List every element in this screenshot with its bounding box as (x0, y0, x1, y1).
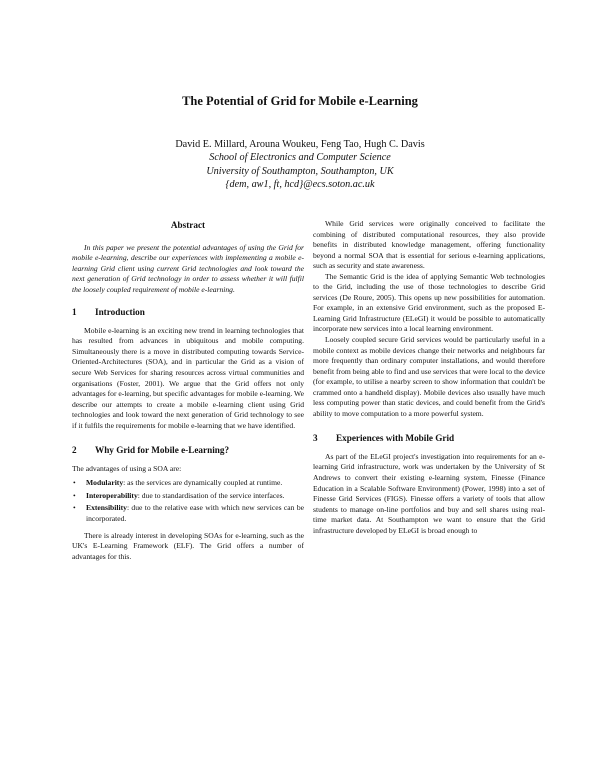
author-block (0, 138, 600, 192)
bullet-term: Interoperability (86, 490, 138, 500)
right-paragraph-1: While Grid services were originally conceived to facilitate the combining of distributed computational resources, they also provide benefits in distributed knowledge management, offering functionality beyond a normal SOA that is essential for serious e-learning applications, such as security and state awareness. (313, 219, 545, 271)
section-3-paragraph-1: As part of the ELeGI project's investigation into requirements for an e-learning Grid infrastructure, work was undertaken by the University of St Andrews to convert their existing e-learning system, Finesse (Finance Education in a Scalable Software Environment) (Power, 1998) into a set of Finesse Grid Services (FIGS). Finesse offers a variety of tools that allow students to manage on-line portfolios and buy and sell shares using real-time market data. At Southampton we want to ensure that the Grid infrastructure developed by ELeGI is broad enough to (313, 451, 545, 535)
list-item (72, 503, 304, 524)
section-number: 1 (72, 307, 77, 318)
right-paragraph-3: Loosely coupled secure Grid services would be particularly useful in a mobile context as mobile devices change their networks and neighbours far more frequently than ordinary computer installations, and would therefore benefit from being able to find and use services that were local to the device (for example, to utilise a nearby screen to show information that couldn't be crammed onto a handheld display). Mobile devices also usually have much less computing power than static devices, and could benefit from the Grid's ability to move computation to a more powerful system. (313, 335, 545, 418)
section-2-paragraph-2: There is already interest in developing SOAs for e-learning, such as the UK's E-Learning Framework (ELF). The Grid offers a number of advantages for this. (72, 530, 304, 561)
paper-title: The Potential of Grid for Mobile e-Learning (182, 94, 418, 108)
affiliation-university: University of Southampton, Southampton, UK (206, 165, 394, 177)
section-2-intro: The advantages of using a SOA are: (72, 463, 182, 473)
bullet-term: Extensibility (86, 503, 127, 513)
section-number: 2 (72, 445, 77, 456)
bullet-icon: • (73, 490, 76, 500)
abstract-heading: Abstract (170, 220, 206, 230)
abstract-text: In this paper we present the potential advantages of using the Grid for mobile e-learning, describe our experiences with implementing a mobile e-learning Grid client using current Grid technologies and look toward the next generation of Grid technology in order to assess whether it will fulfil the loosely coupled requirement of mobile e-learning. (72, 242, 304, 294)
list-item (72, 478, 304, 489)
right-column (313, 219, 545, 536)
section-title: Introduction (95, 307, 145, 318)
section-number: 3 (313, 433, 318, 444)
bullet-text: : due to the relative ease with which new services can be incorporated. (86, 503, 304, 524)
author-emails: {dem, aw1, ft, hcd}@ecs.soton.ac.uk (225, 179, 375, 191)
bullet-icon: • (73, 478, 76, 488)
section-title: Why Grid for Mobile e-Learning? (95, 445, 230, 456)
affiliation-school: School of Electronics and Computer Science (209, 152, 391, 164)
author-names: David E. Millard, Arouna Woukeu, Feng Tao, Hugh C. Davis (175, 139, 425, 150)
list-item (72, 491, 304, 502)
section-1-paragraph-1: Mobile e-learning is an exciting new trend in learning technologies that has resulted from advances in ubiquitous and mobile computing. Simultaneously there is a move in distributed computing towards Service-Oriented-Architectures (SOA), and in particular the Grid as a vision of secure Web Services for sharing resources across virtual communities and organisations (Foster, 2001). We argue that the Grid offers not only advantages for e-learning, but specific advantages for mobile e-learning. We describe our attempts to create a mobile e-learning client using Grid technologies and look toward the next generation of Grid technology to see if it fulfils the requirements for mobile e-learning that we have identified. (72, 325, 304, 430)
advantages-list (72, 478, 304, 524)
section-1-heading (72, 307, 304, 318)
bullet-text: : due to standardisation of the service interfaces. (137, 490, 285, 500)
right-paragraph-2: The Semantic Grid is the idea of applying Semantic Web technologies to the Grid, including the use of those technologies to describe Grid services (De Roure, 2005). This opens up new possibilities for automation. For example, in an extensive Grid environment, such as the proposed E-Learning Grid Infrastructure (ELeGI) it would be possible to automatically incorporate new services into a local learning environment. (313, 271, 545, 334)
bullet-icon: • (73, 503, 76, 513)
abstract-section (72, 220, 304, 295)
section-title: Experiences with Mobile Grid (336, 433, 455, 444)
left-column (72, 220, 304, 562)
bullet-text: : as the services are dynamically coupled at runtime. (123, 478, 283, 488)
section-3-heading (313, 433, 545, 444)
bullet-term: Modularity (86, 478, 124, 488)
section-2-heading (72, 445, 304, 456)
